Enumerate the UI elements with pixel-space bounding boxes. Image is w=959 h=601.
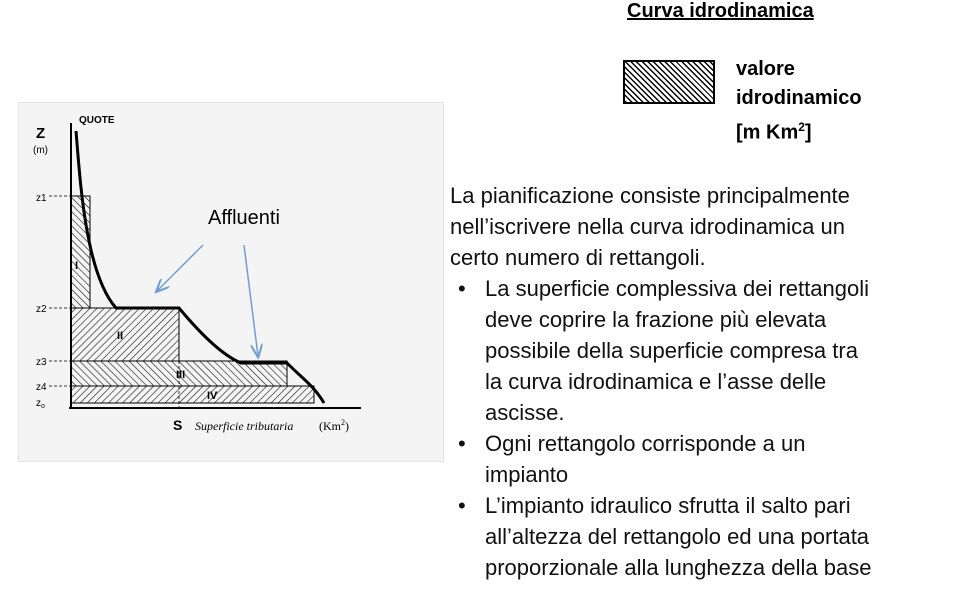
tick-z3: z3: [36, 357, 47, 368]
tick-z2: z2: [36, 304, 47, 315]
legend-hatch-swatch: [623, 60, 715, 104]
y-axis-symbol: Z: [36, 125, 46, 142]
intro-paragraph: La pianificazione consiste principalmente nell’iscrivere nella curva idrodinamica un certo numero di rettangoli.: [450, 183, 850, 270]
legend-line-2: idrodinamico: [736, 87, 862, 109]
rectangle-II: [71, 308, 179, 361]
x-tick-s: S: [173, 417, 183, 433]
x-axis-unit: (Km$^2$): [319, 418, 349, 433]
tick-zo: $z_o$: [36, 398, 45, 410]
bullet-marker: •: [458, 493, 466, 518]
hydrodynamic-curve-diagram: [19, 103, 443, 461]
x-axis-label: Superficie tributaria: [195, 419, 294, 433]
bullet-list: [450, 273, 959, 583]
y-axis-title: QUOTE: [79, 115, 115, 126]
bullet-marker: •: [458, 431, 466, 456]
tick-z4: z4: [36, 382, 47, 393]
rectangle-I: [71, 196, 90, 308]
y-axis-unit: (m): [33, 145, 48, 156]
bullet-item: • La superficie complessiva dei rettangoli deve coprire la frazione più elevata possibile della superficie compresa tra la curva idrodinamica e l’asse delle ascisse.: [450, 273, 959, 428]
rect-label-I: I: [75, 260, 79, 272]
callout-label: Affluenti: [208, 207, 280, 229]
bullet-item: • L’impianto idraulico sfrutta il salto pari all’altezza del rettangolo ed una portata proporzionale alla lunghezza della base: [450, 490, 959, 583]
rect-label-III: III: [176, 369, 186, 381]
slide-title: Curva idrodinamica: [627, 0, 814, 22]
hydrodynamic-curve-figure: [18, 102, 444, 462]
legend-line-1: valore: [736, 58, 795, 80]
body-text: [450, 180, 959, 583]
rectangle-IV: [71, 386, 314, 403]
rect-label-IV: IV: [207, 390, 218, 402]
bullet-item: • Ogni rettangolo corrisponde a un impianto: [450, 428, 959, 490]
legend-label: [736, 55, 862, 148]
bullet-marker: •: [458, 276, 466, 301]
tick-z1: z1: [36, 193, 47, 204]
rect-label-II: II: [117, 330, 124, 342]
legend-line-3: [m Km$^2$]: [736, 120, 812, 144]
